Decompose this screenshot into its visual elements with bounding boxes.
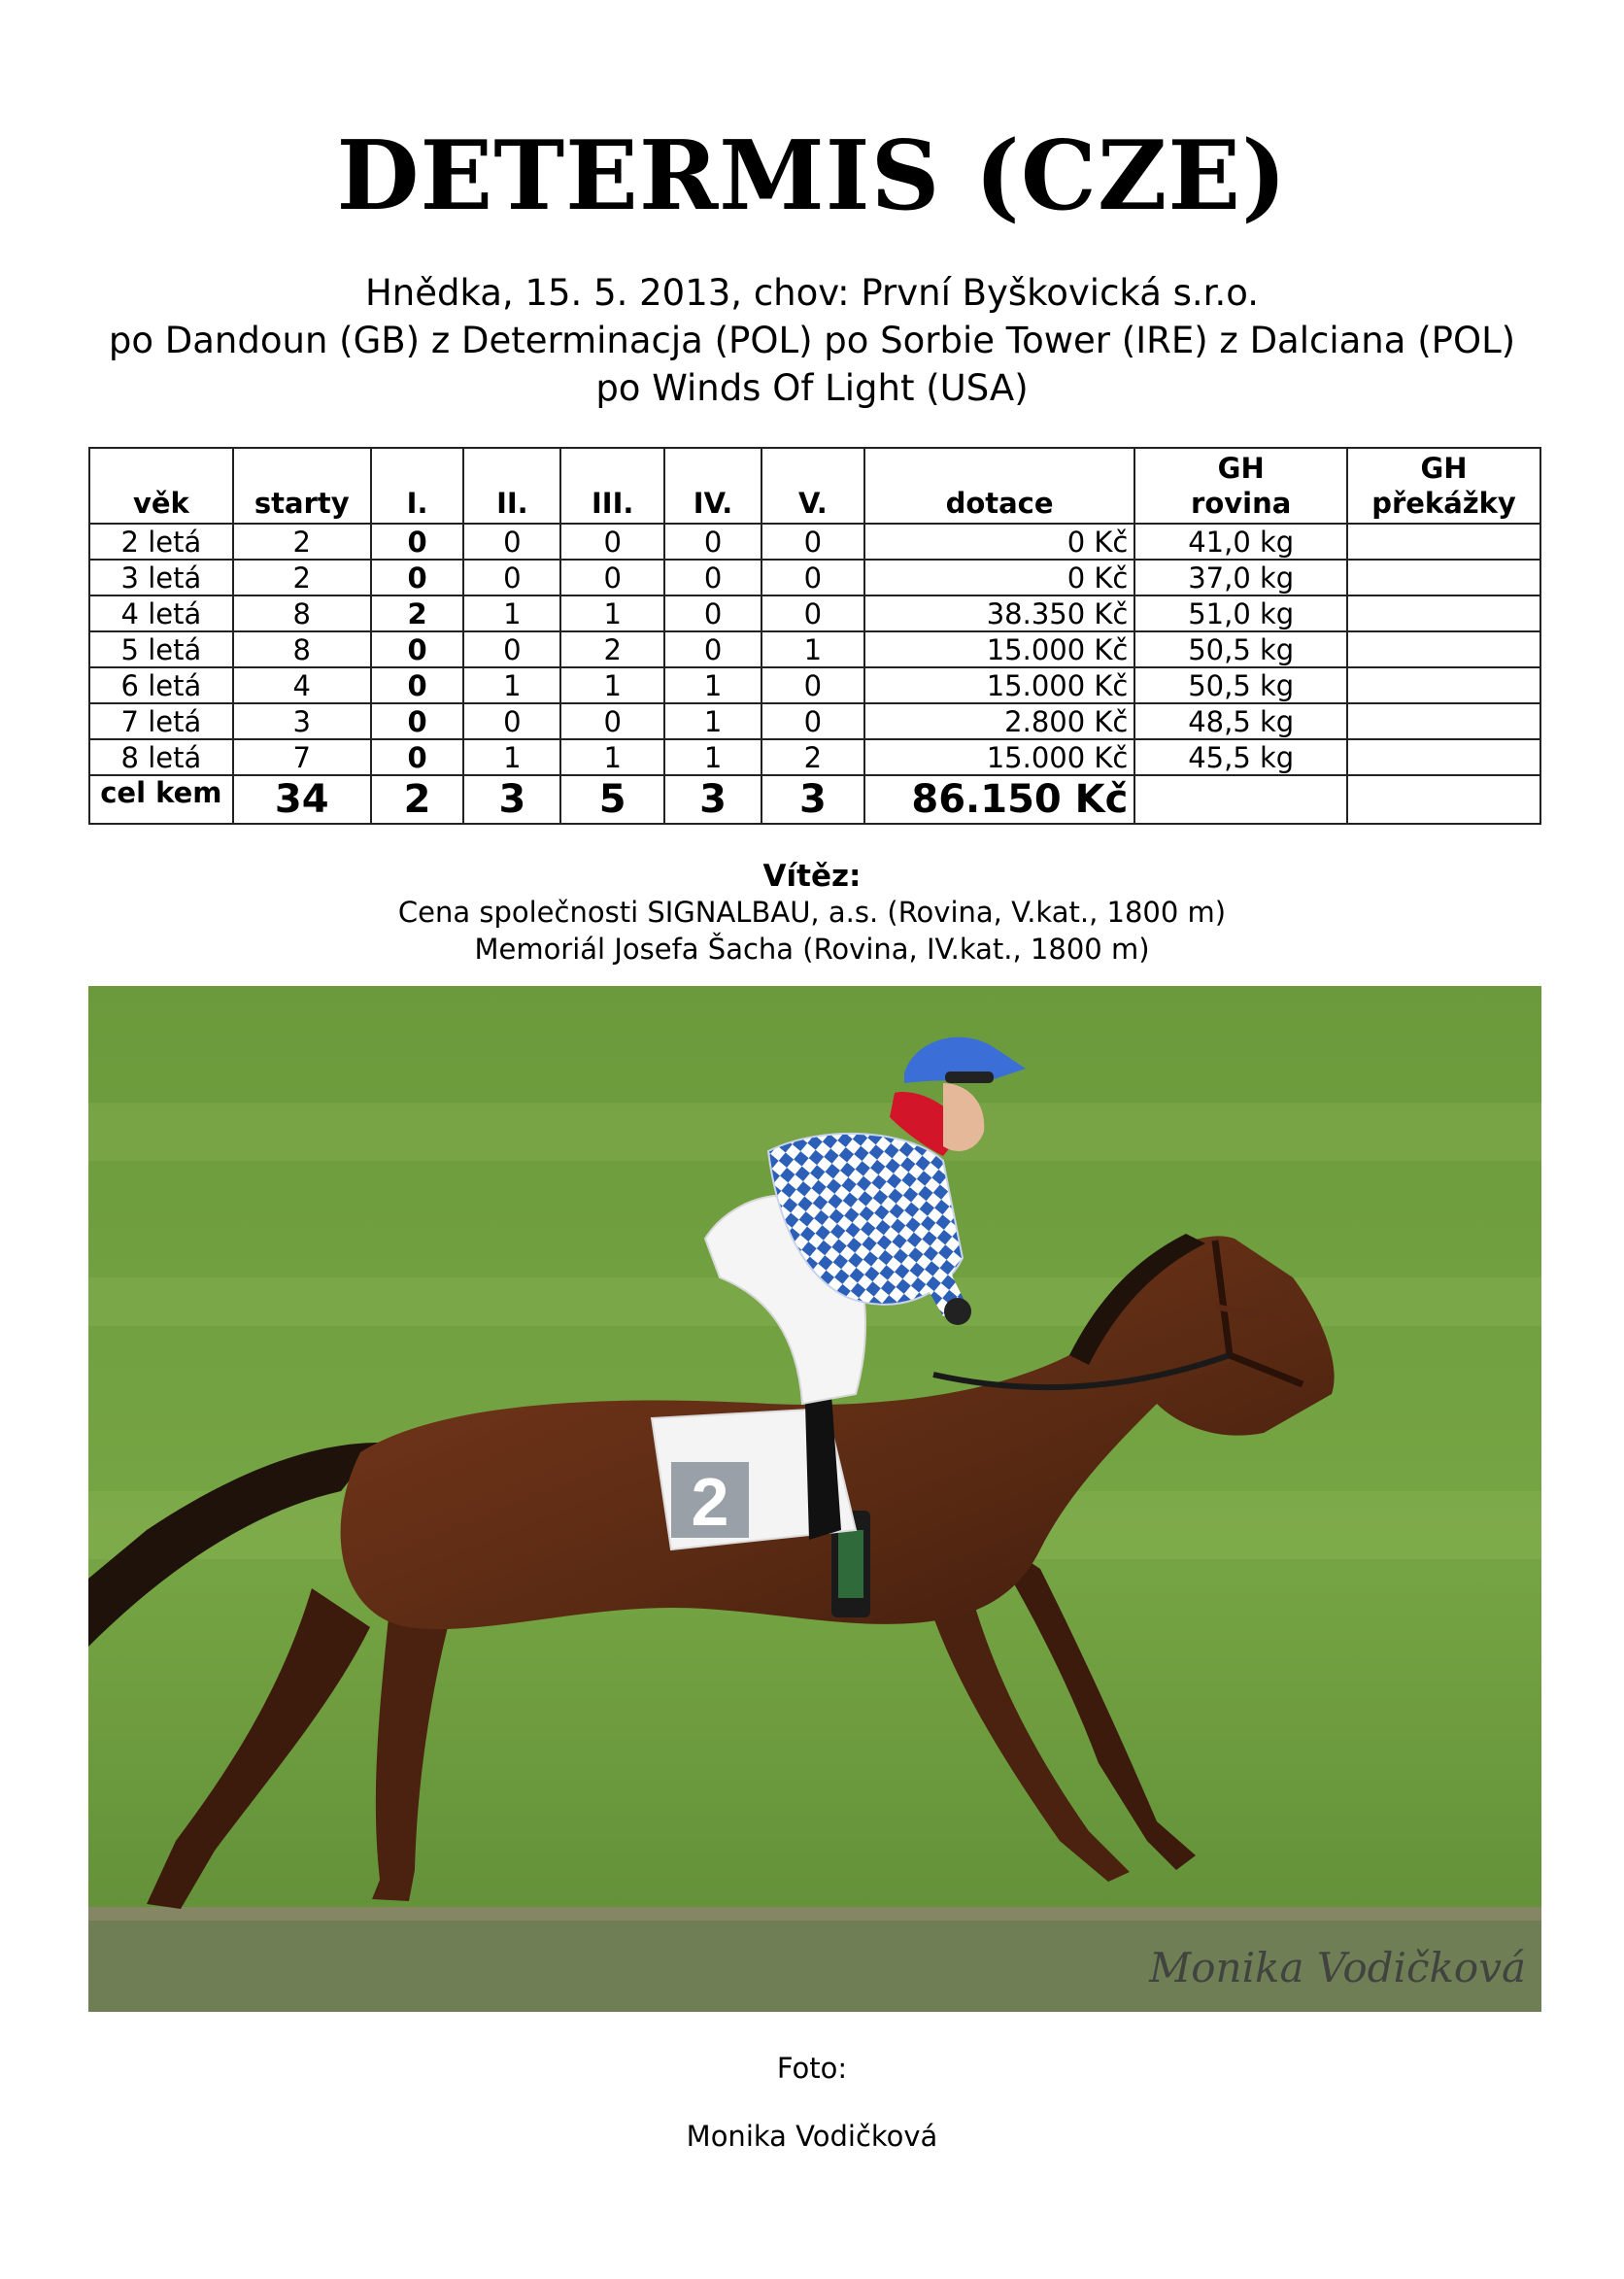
cell-age: 4 letá bbox=[89, 595, 233, 631]
cell-prize: 2.800 Kč bbox=[864, 703, 1135, 739]
cell-starts: 4 bbox=[233, 667, 371, 703]
cell-prize: 38.350 Kč bbox=[864, 595, 1135, 631]
header-gh-jump-line-2: překážky bbox=[1371, 487, 1516, 520]
cell-first: 0 bbox=[371, 739, 464, 775]
header-age: věk bbox=[89, 448, 233, 524]
table-row bbox=[89, 703, 1540, 739]
cell-second: 1 bbox=[463, 667, 560, 703]
cell-prize: 15.000 Kč bbox=[864, 667, 1135, 703]
header-gh-flat-line-1: GH bbox=[1217, 452, 1265, 485]
header-prize: dotace bbox=[864, 448, 1135, 524]
cell-first: 2 bbox=[371, 595, 464, 631]
cell-first: 0 bbox=[371, 631, 464, 667]
total-third: 5 bbox=[560, 775, 664, 824]
cell-first: 0 bbox=[371, 667, 464, 703]
cell-gh-flat: 37,0 kg bbox=[1134, 560, 1347, 595]
cell-second: 1 bbox=[463, 595, 560, 631]
header-fourth: IV. bbox=[664, 448, 761, 524]
table-row bbox=[89, 667, 1540, 703]
cell-gh-jump bbox=[1347, 631, 1540, 667]
photo-credit-label: Foto: bbox=[776, 2052, 848, 2085]
cell-gh-jump bbox=[1347, 667, 1540, 703]
table-row bbox=[89, 739, 1540, 775]
table-header-row bbox=[89, 448, 1540, 524]
horse-info-line-1: Hnědka, 15. 5. 2013, chov: První Byškovická s.r.o. bbox=[364, 272, 1260, 314]
photo-watermark: Monika Vodičková bbox=[1149, 1944, 1526, 1991]
cell-starts: 3 bbox=[233, 703, 371, 739]
table-row bbox=[89, 524, 1540, 560]
cell-fourth: 1 bbox=[664, 739, 761, 775]
cell-third: 1 bbox=[560, 739, 664, 775]
cell-age: 8 letá bbox=[89, 739, 233, 775]
saddle-number-label: 2 bbox=[691, 1464, 729, 1540]
cell-fifth: 2 bbox=[761, 739, 864, 775]
cell-first: 0 bbox=[371, 524, 464, 560]
cell-starts: 8 bbox=[233, 595, 371, 631]
cell-first: 0 bbox=[371, 560, 464, 595]
header-gh-jump-line-1: GH bbox=[1420, 452, 1468, 485]
header-gh-flat bbox=[1134, 448, 1347, 524]
cell-age: 6 letá bbox=[89, 667, 233, 703]
table-row bbox=[89, 631, 1540, 667]
cell-starts: 8 bbox=[233, 631, 371, 667]
cell-third: 1 bbox=[560, 667, 664, 703]
cell-gh-jump bbox=[1347, 524, 1540, 560]
pedigree-line-2: po Winds Of Light (USA) bbox=[595, 367, 1029, 409]
cell-fifth: 0 bbox=[761, 703, 864, 739]
header-first: I. bbox=[371, 448, 464, 524]
header-fifth: V. bbox=[761, 448, 864, 524]
header-third: III. bbox=[560, 448, 664, 524]
cell-fifth: 1 bbox=[761, 631, 864, 667]
cell-gh-jump bbox=[1347, 703, 1540, 739]
cell-first: 0 bbox=[371, 703, 464, 739]
table-row bbox=[89, 595, 1540, 631]
header-second: II. bbox=[463, 448, 560, 524]
cell-prize: 15.000 Kč bbox=[864, 739, 1135, 775]
winner-heading: Vítěz: bbox=[762, 859, 862, 894]
cell-gh-flat: 45,5 kg bbox=[1134, 739, 1347, 775]
total-fourth: 3 bbox=[664, 775, 761, 824]
cell-second: 0 bbox=[463, 631, 560, 667]
cell-fourth: 0 bbox=[664, 595, 761, 631]
cell-third: 1 bbox=[560, 595, 664, 631]
race-stats-table bbox=[88, 447, 1541, 825]
cell-starts: 2 bbox=[233, 524, 371, 560]
cell-prize: 0 Kč bbox=[864, 560, 1135, 595]
cell-gh-jump bbox=[1347, 560, 1540, 595]
cell-fourth: 0 bbox=[664, 560, 761, 595]
cell-starts: 7 bbox=[233, 739, 371, 775]
total-label: cel kem bbox=[89, 775, 233, 824]
cell-prize: 0 Kč bbox=[864, 524, 1135, 560]
cell-fifth: 0 bbox=[761, 560, 864, 595]
cell-gh-flat: 41,0 kg bbox=[1134, 524, 1347, 560]
total-fifth: 3 bbox=[761, 775, 864, 824]
cell-third: 0 bbox=[560, 524, 664, 560]
cell-gh-jump bbox=[1347, 595, 1540, 631]
total-second: 3 bbox=[463, 775, 560, 824]
cell-fourth: 0 bbox=[664, 631, 761, 667]
winner-race-1: Cena společnosti SIGNALBAU, a.s. (Rovina, V.kat., 1800 m) bbox=[397, 896, 1227, 929]
cell-gh-flat: 51,0 kg bbox=[1134, 595, 1347, 631]
photo-credit-name: Monika Vodičková bbox=[686, 2120, 938, 2153]
cell-age: 2 letá bbox=[89, 524, 233, 560]
cell-fifth: 0 bbox=[761, 524, 864, 560]
cell-age: 5 letá bbox=[89, 631, 233, 667]
cell-third: 0 bbox=[560, 703, 664, 739]
pedigree-line-1: po Dandoun (GB) z Determinacja (POL) po Sorbie Tower (IRE) z Dalciana (POL) bbox=[108, 320, 1516, 361]
cell-third: 0 bbox=[560, 560, 664, 595]
total-prize: 86.150 Kč bbox=[864, 775, 1135, 824]
page-title: DETERMIS (CZE) bbox=[336, 120, 1288, 232]
total-first: 2 bbox=[371, 775, 464, 824]
cell-fourth: 1 bbox=[664, 703, 761, 739]
winner-race-2: Memoriál Josefa Šacha (Rovina, IV.kat., 1800 m) bbox=[474, 933, 1150, 966]
table-row bbox=[89, 560, 1540, 595]
cell-fourth: 0 bbox=[664, 524, 761, 560]
total-row bbox=[89, 775, 1540, 824]
total-gh-flat bbox=[1134, 775, 1347, 824]
cell-fifth: 0 bbox=[761, 595, 864, 631]
cell-gh-flat: 50,5 kg bbox=[1134, 631, 1347, 667]
total-gh-jump bbox=[1347, 775, 1540, 824]
cell-gh-flat: 48,5 kg bbox=[1134, 703, 1347, 739]
header-gh-flat-line-2: rovina bbox=[1191, 487, 1292, 520]
cell-second: 0 bbox=[463, 703, 560, 739]
cell-fourth: 1 bbox=[664, 667, 761, 703]
cell-fifth: 0 bbox=[761, 667, 864, 703]
header-starts: starty bbox=[233, 448, 371, 524]
cell-second: 0 bbox=[463, 524, 560, 560]
cell-gh-jump bbox=[1347, 739, 1540, 775]
total-starts: 34 bbox=[233, 775, 371, 824]
cell-third: 2 bbox=[560, 631, 664, 667]
cell-starts: 2 bbox=[233, 560, 371, 595]
header-gh-jump bbox=[1347, 448, 1540, 524]
cell-prize: 15.000 Kč bbox=[864, 631, 1135, 667]
cell-second: 0 bbox=[463, 560, 560, 595]
cell-age: 3 letá bbox=[89, 560, 233, 595]
cell-age: 7 letá bbox=[89, 703, 233, 739]
cell-gh-flat: 50,5 kg bbox=[1134, 667, 1347, 703]
cell-second: 1 bbox=[463, 739, 560, 775]
race-photo bbox=[88, 986, 1541, 2012]
